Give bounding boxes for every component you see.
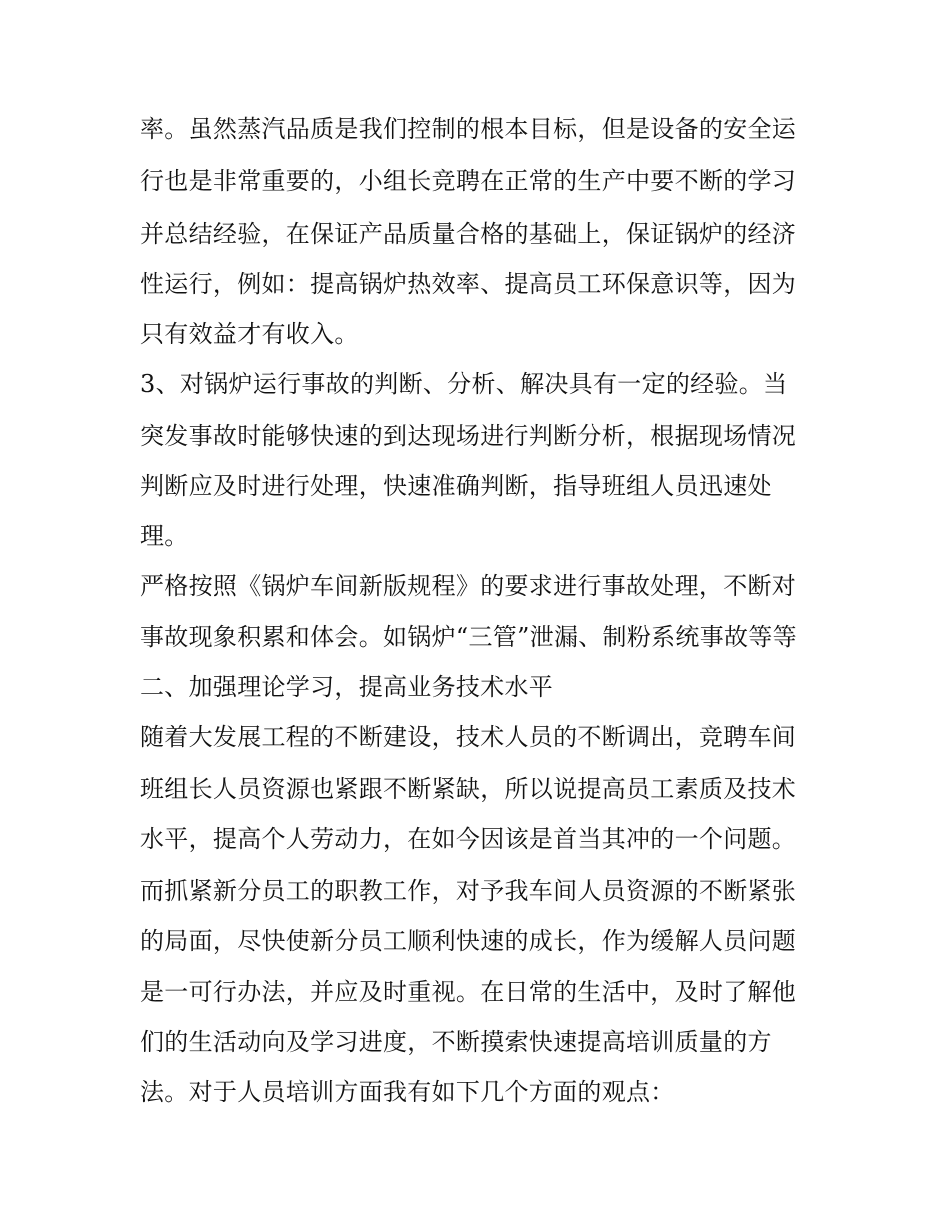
text-line: 们的生活动向及学习进度，不断摸索快速提高培训质量的方 (140, 1028, 772, 1056)
section-heading: 二、加强理论学习，提高业务技术水平 (140, 673, 554, 701)
text-line: 随着大发展工程的不断建设，技术人员的不断调出，竞聘车间 (140, 723, 797, 751)
text-line: 事故现象积累和体会。如锅炉“三管”泄漏、制粉系统事故等等 (140, 623, 797, 651)
text-line: 严格按照《锅炉车间新版规程》的要求进行事故处理，不断对 (140, 572, 797, 600)
text-line: 是一可行办法，并应及时重视。在日常的生活中，及时了解他 (140, 978, 797, 1006)
text-line: 理。 (140, 522, 189, 550)
text-line: 性运行，例如：提高锅炉热效率、提高员工环保意识等，因为 (140, 270, 797, 298)
text-line: 并总结经验，在保证产品质量合格的基础上，保证锅炉的经济 (140, 220, 797, 248)
text-line: 的局面，尽快使新分员工顺利快速的成长，作为缓解人员问题 (140, 927, 797, 955)
text-line: 判断应及时进行处理，快速准确判断，指导班组人员迅速处 (140, 472, 772, 500)
text-line: 班组长人员资源也紧跟不断紧缺，所以说提高员工素质及技术 (140, 775, 797, 803)
text-line: 水平，提高个人劳动力，在如今因该是首当其冲的一个问题。 (140, 825, 797, 853)
text-line: 而抓紧新分员工的职教工作，对予我车间人员资源的不断紧张 (140, 877, 797, 905)
text-line: 法。对于人员培训方面我有如下几个方面的观点： (140, 1078, 675, 1106)
text-line: 突发事故时能够快速的到达现场进行判断分析，根据现场情况 (140, 422, 797, 450)
text-line: 3、对锅炉运行事故的判断、分析、解决具有一定的经验。当 (140, 370, 788, 398)
text-line: 行也是非常重要的，小组长竞聘在正常的生产中要不断的学习 (140, 167, 797, 195)
text-line: 率。虽然蒸汽品质是我们控制的根本目标，但是设备的安全运 (140, 115, 797, 143)
text-line: 只有效益才有收入。 (140, 320, 359, 348)
